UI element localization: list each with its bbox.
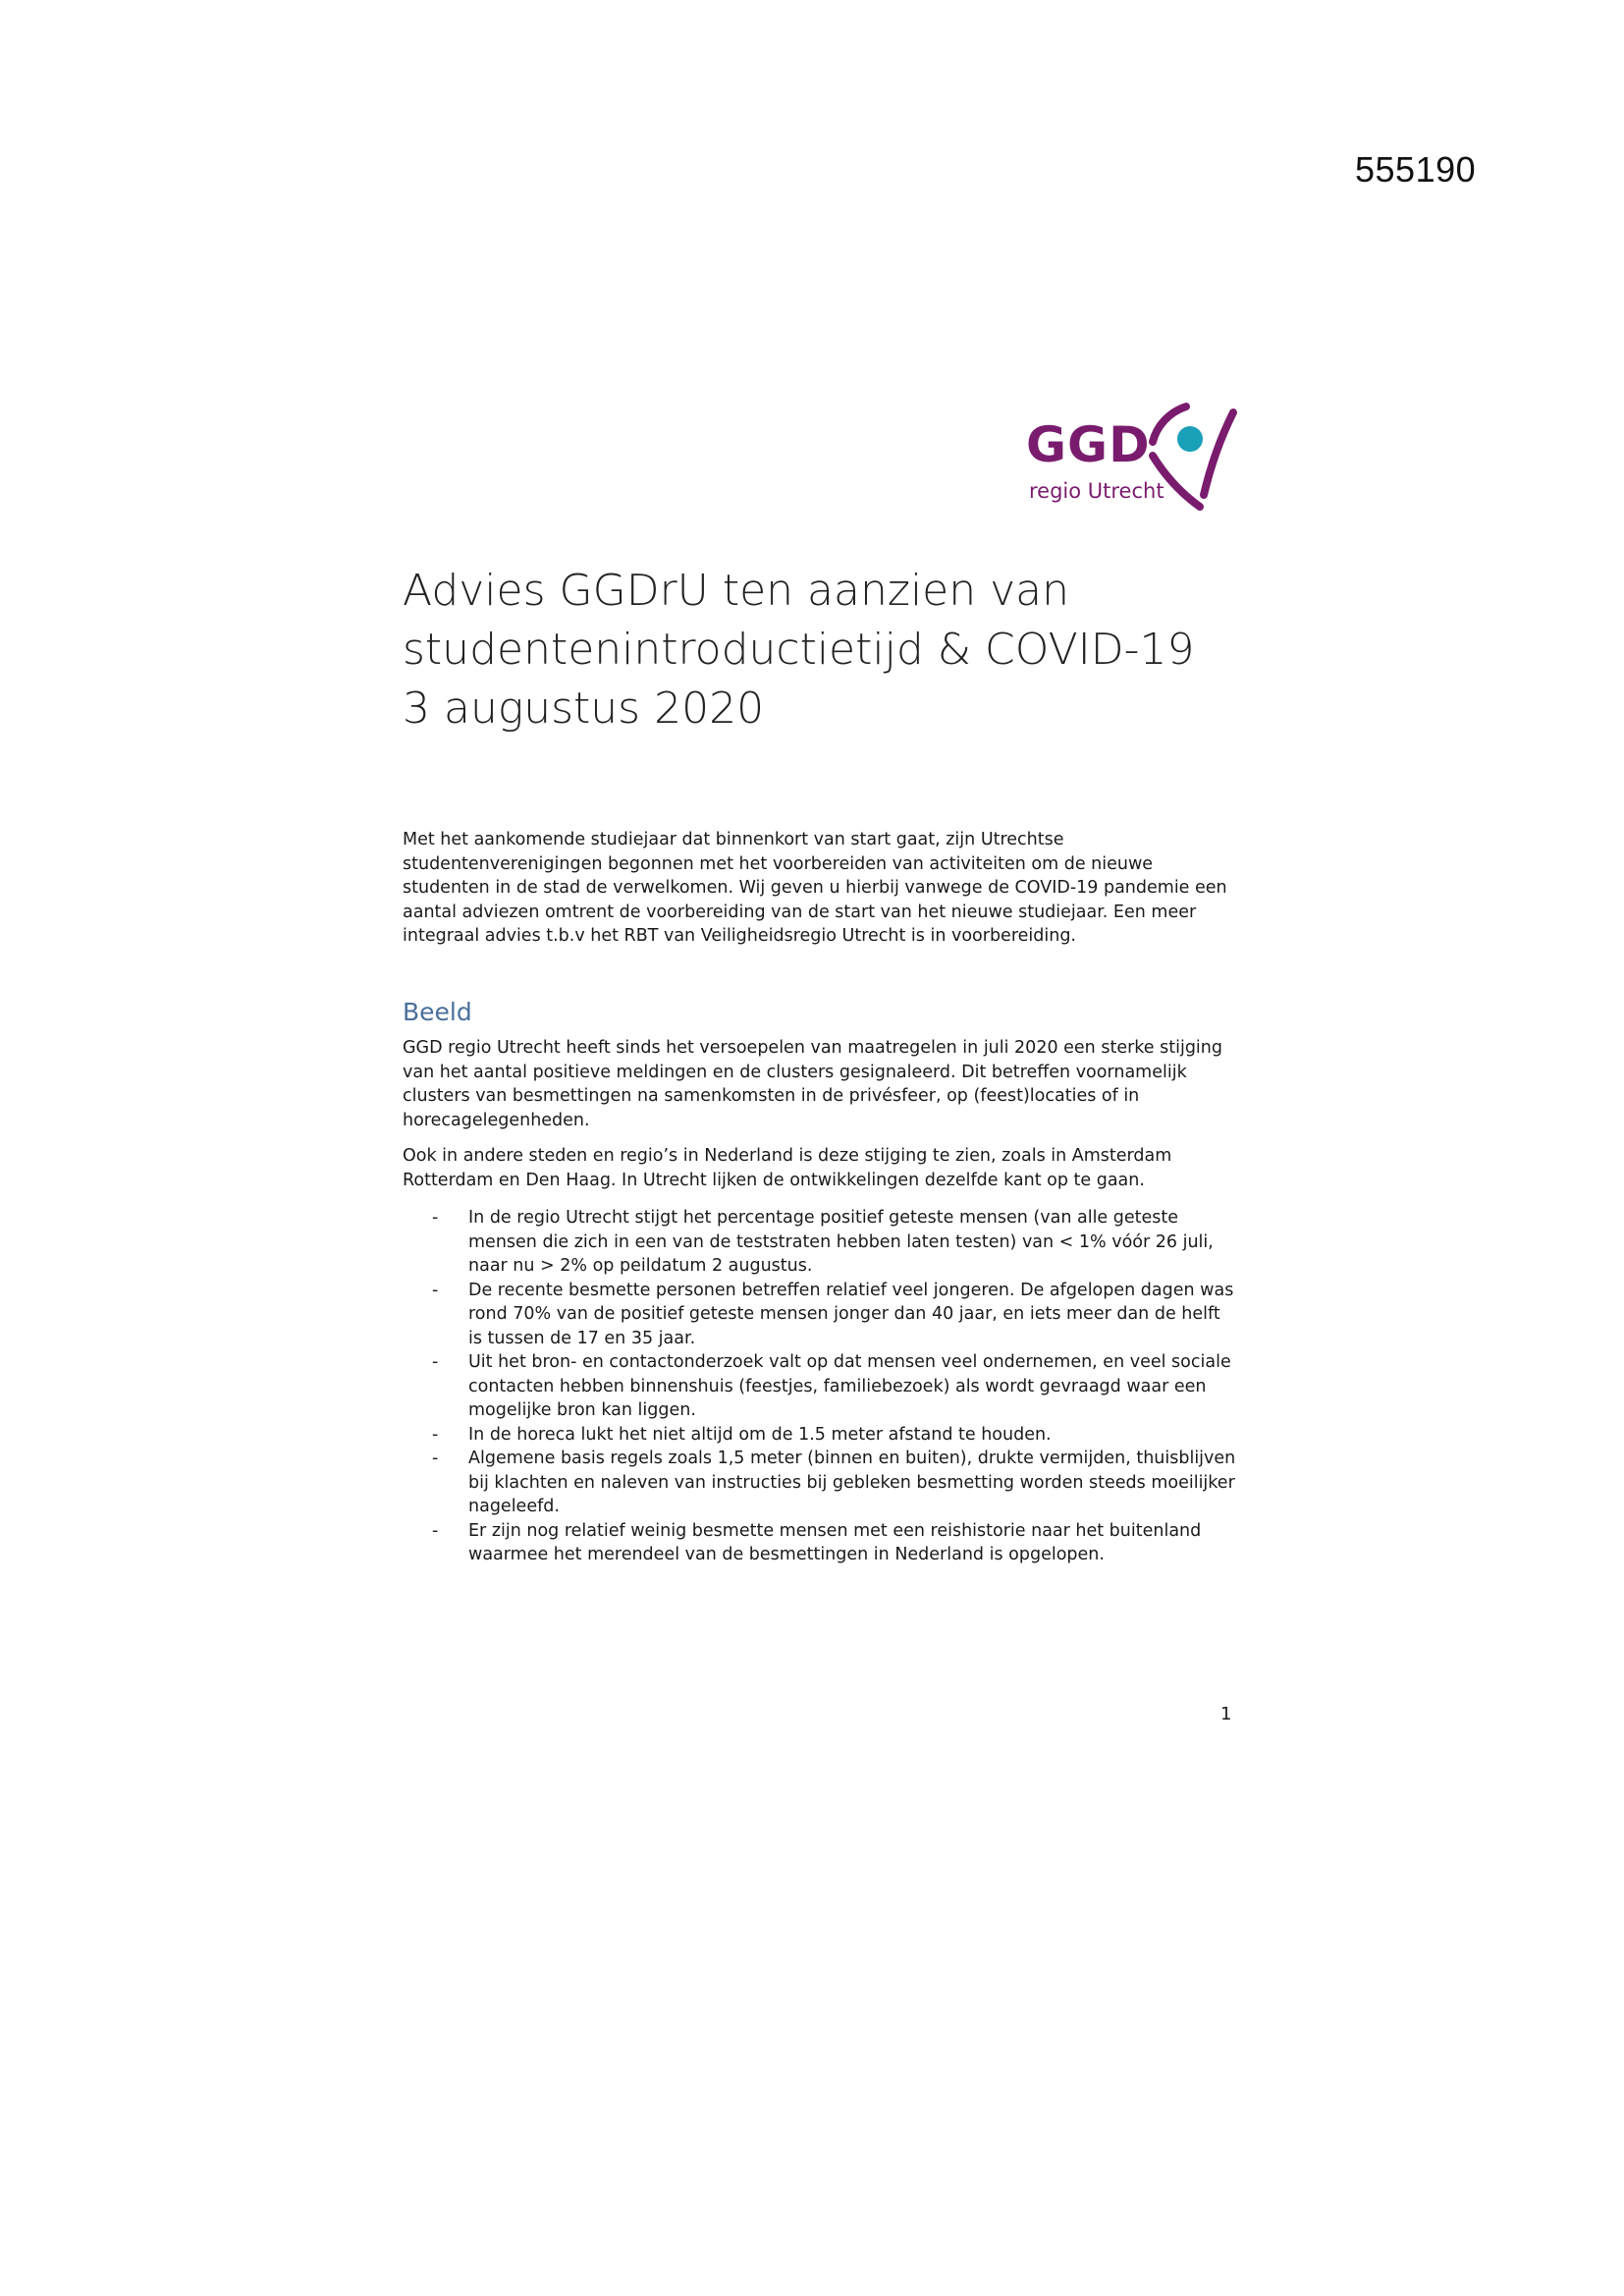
- list-item: [403, 1279, 1237, 1351]
- logo-wordmark: GGD: [1026, 416, 1151, 473]
- list-item: [403, 1447, 1237, 1519]
- list-item-text: Algemene basis regels zoals 1,5 meter (binnen en buiten), drukte vermijden, thuisblijven bij klachten en naleven van instructies bij gebleken besmetting worden steeds moeilijker nageleefd.: [468, 1449, 1236, 1516]
- list-item-text: De recente besmette personen betreffen relatief veel jongeren. De afgelopen dagen was rond 70% van de positief geteste mensen jonger dan 40 jaar, en iets meer dan de helft is tussen de 17 en 35 jaar.: [468, 1280, 1234, 1348]
- title-line: 3 augustus 2020: [403, 683, 765, 734]
- page-number: 1: [1220, 1704, 1232, 1724]
- document-number: 555190: [1355, 149, 1477, 190]
- bullet-marker: -: [432, 1520, 439, 1541]
- intro-paragraph: Met het aankomende studiejaar dat binnenkort van start gaat, zijn Utrechtse studentenverenigingen begonnen met het voorbereiden van activiteiten om de nieuwe studenten in de stad de verwelkomen. Wij geven u hierbij vanwege de COVID-19 pandemie een aantal adviezen omtrent de voorbereiding van de start van het nieuwe studiejaar. Een meer integraal advies t.b.v het RBT van Veiligheidsregio Utrecht is in voorbereiding.: [403, 830, 1227, 946]
- body-paragraph: GGD regio Utrecht heeft sinds het versoepelen van maatregelen in juli 2020 een sterke stijging van het aantal positieve meldingen en de clusters gesignaleerd. Dit betreffen voornamelijk clusters van besmettingen na samenkomsten in de privésfeer, op (feest)locaties of in horecagelegenheden.: [403, 1038, 1222, 1130]
- list-item: [403, 1206, 1237, 1279]
- logo-subtitle: regio Utrecht: [1029, 479, 1164, 503]
- bullet-list: [403, 1206, 1237, 1567]
- title-line: Advies GGDrU ten aanzien van: [403, 566, 1070, 616]
- list-item: [403, 1423, 1237, 1448]
- list-item-text: In de regio Utrecht stijgt het percentage positief geteste mensen (van alle geteste mensen die zich in een van de teststraten hebben laten testen) van < 1% vóór 26 juli, naar nu > 2% op peildatum 2 augustus.: [468, 1208, 1214, 1276]
- bullet-marker: -: [432, 1449, 439, 1468]
- bullet-marker: -: [432, 1424, 439, 1445]
- bullet-marker: -: [432, 1208, 439, 1228]
- body-paragraph: Ook in andere steden en regio’s in Nederland is deze stijging te zien, zoals in Amsterdam Rotterdam en Den Haag. In Utrecht lijken de ontwikkelingen dezelfde kant op te gaan.: [403, 1146, 1172, 1190]
- title-line: studentenintroductietijd & COVID-19: [403, 625, 1195, 675]
- ggd-figure-icon: [1139, 391, 1247, 514]
- list-item: [403, 1519, 1237, 1567]
- ggd-logo: [1011, 391, 1247, 514]
- bullet-marker: -: [432, 1280, 439, 1300]
- section-heading: Beeld: [403, 998, 472, 1026]
- list-item-text: Er zijn nog relatief weinig besmette mensen met een reishistorie naar het buitenland waarmee het merendeel van de besmettingen in Nederland is opgelopen.: [468, 1520, 1202, 1564]
- bullet-marker: -: [432, 1352, 439, 1372]
- list-item-text: In de horeca lukt het niet altijd om de 1.5 meter afstand te houden.: [468, 1424, 1052, 1445]
- list-item: [403, 1350, 1237, 1423]
- document-title: [403, 562, 1286, 738]
- list-item-text: Uit het bron- en contactonderzoek valt op dat mensen veel ondernemen, en veel sociale contacten hebben binnenshuis (feestjes, familiebezoek) als wordt gevraagd waar een mogelijke bron kan liggen.: [468, 1352, 1231, 1420]
